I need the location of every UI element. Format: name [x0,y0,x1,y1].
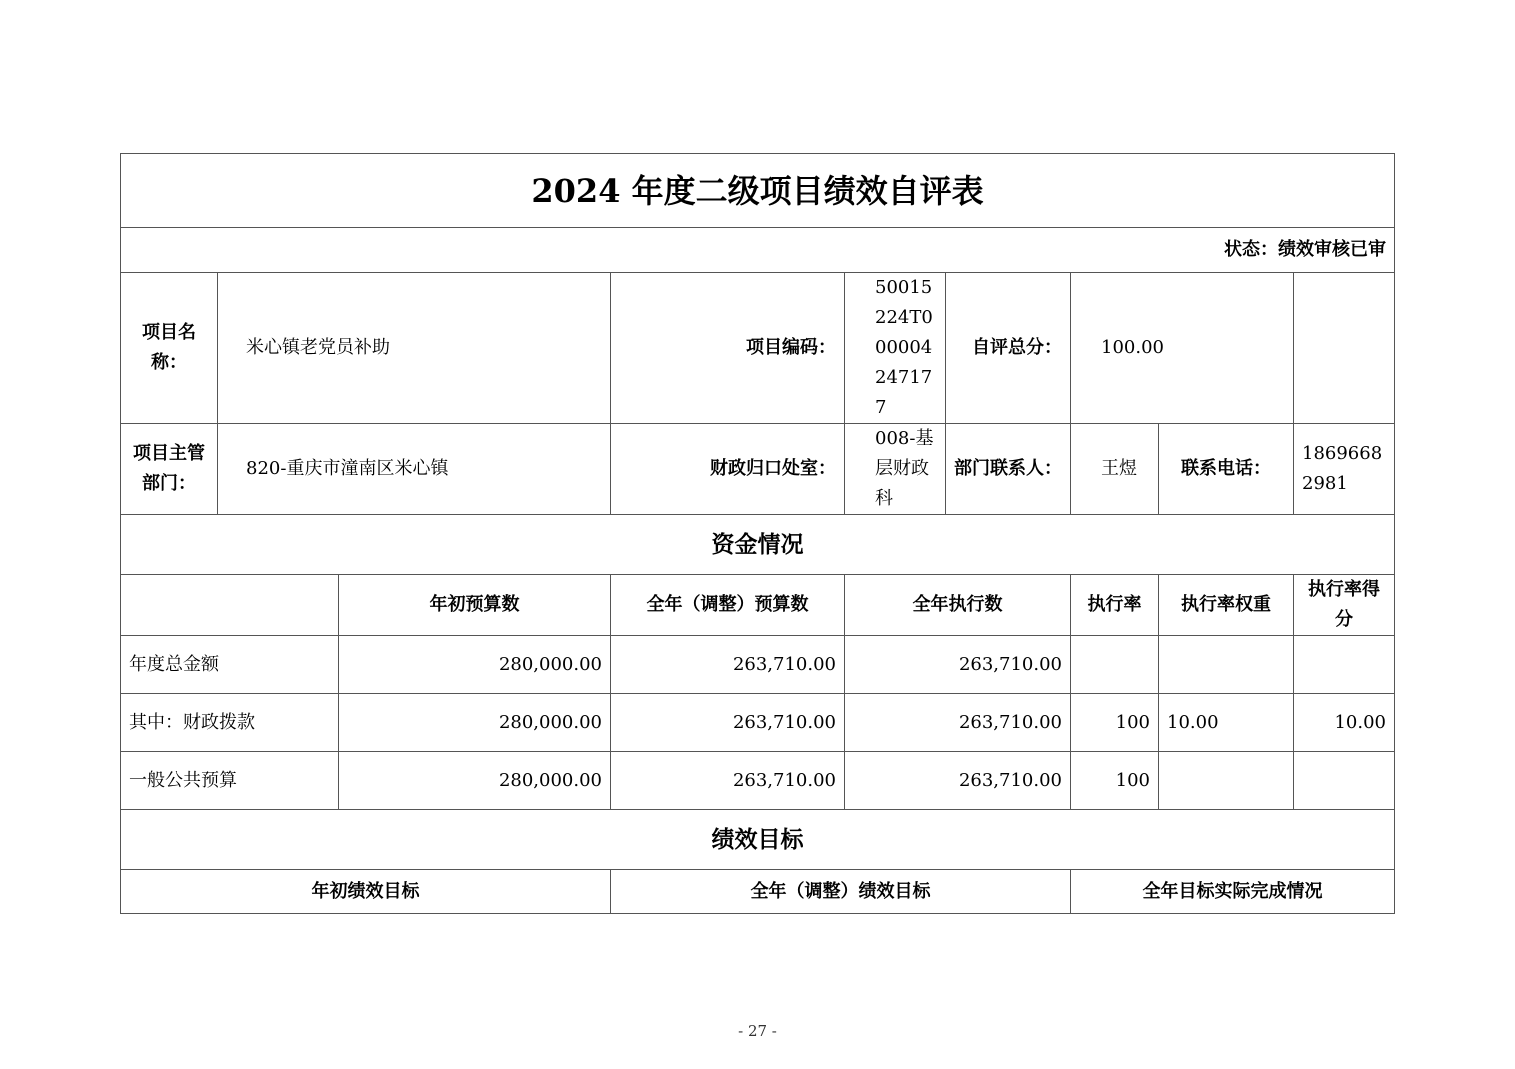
row-label: 年度总金额 [121,636,339,694]
project-name-value: 米心镇老党员补助 [218,273,611,424]
phone-label: 联系电话： [1159,424,1294,515]
goals-header-initial: 年初绩效目标 [121,870,611,914]
row-executed: 263,710.00 [845,636,1071,694]
row-rate [1071,636,1159,694]
finance-office-label: 财政归口处室： [611,424,845,515]
row-initial: 280,000.00 [339,636,611,694]
funds-section-title: 资金情况 [121,515,1395,575]
score-value: 100.00 [1071,273,1294,424]
empty-header-cell [121,575,339,636]
goals-header-completion: 全年目标实际完成情况 [1071,870,1395,914]
row-weight [1159,636,1294,694]
project-code-value: 50015224T000004247177 [845,273,946,424]
dept-value: 820-重庆市潼南区米心镇 [218,424,611,515]
row-rate: 100 [1071,694,1159,752]
contact-value: 王煜 [1071,424,1159,515]
header-initial-budget: 年初预算数 [339,575,611,636]
row-label: 一般公共预算 [121,752,339,810]
row-adjusted: 263,710.00 [611,694,845,752]
row-weight [1159,752,1294,810]
row-score [1294,752,1395,810]
row-adjusted: 263,710.00 [611,752,845,810]
header-rate-score: 执行率得分 [1294,575,1395,636]
goals-header-adjusted: 全年（调整）绩效目标 [611,870,1071,914]
header-executed: 全年执行数 [845,575,1071,636]
status-text: 状态：绩效审核已审 [121,228,1395,273]
row-executed: 263,710.00 [845,752,1071,810]
row-initial: 280,000.00 [339,694,611,752]
row-label: 其中：财政拨款 [121,694,339,752]
empty-cell [1294,273,1395,424]
finance-office-value: 008-基层财政科 [845,424,946,515]
row-rate: 100 [1071,752,1159,810]
phone-value: 18696682981 [1294,424,1395,515]
page-title: 2024 年度二级项目绩效自评表 [121,154,1395,228]
row-weight: 10.00 [1159,694,1294,752]
row-executed: 263,710.00 [845,694,1071,752]
project-code-label: 项目编码： [611,273,845,424]
page-number: - 27 - [738,1022,777,1040]
row-initial: 280,000.00 [339,752,611,810]
project-name-label: 项目名称： [121,273,218,424]
score-label: 自评总分： [946,273,1071,424]
header-rate-weight: 执行率权重 [1159,575,1294,636]
row-adjusted: 263,710.00 [611,636,845,694]
performance-evaluation-table [120,153,1395,914]
row-score: 10.00 [1294,694,1395,752]
goals-section-title: 绩效目标 [121,810,1395,870]
row-score [1294,636,1395,694]
header-execution-rate: 执行率 [1071,575,1159,636]
dept-label: 项目主管部门： [121,424,218,515]
contact-label: 部门联系人： [946,424,1071,515]
header-adjusted-budget: 全年（调整）预算数 [611,575,845,636]
